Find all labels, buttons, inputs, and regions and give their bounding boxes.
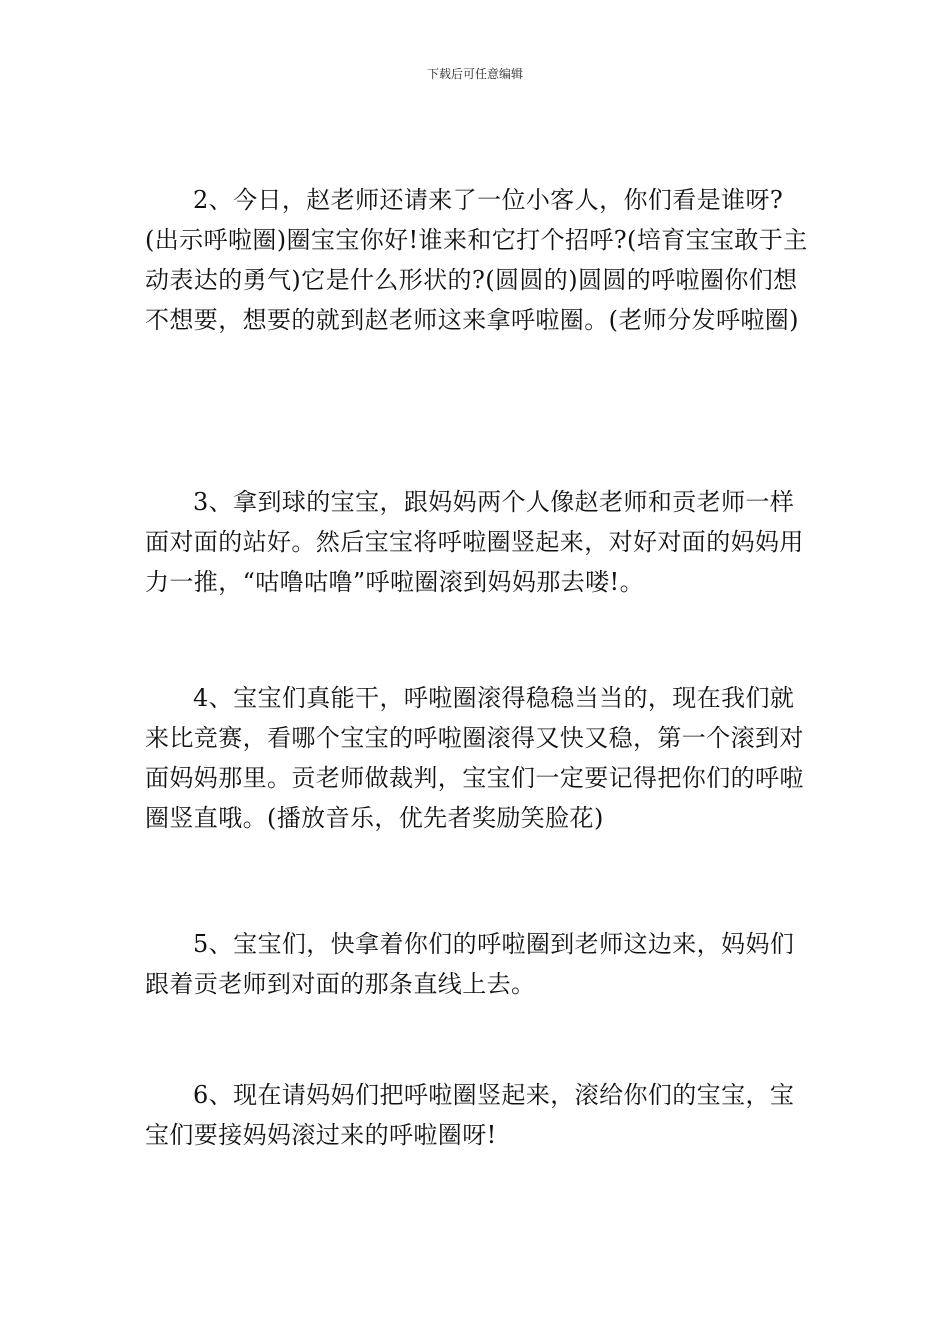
paragraph-step-6: 6、现在请妈妈们把呼啦圈竖起来，滚给你们的宝宝，宝宝们要接妈妈滚过来的呼啦圈呀! [145,1081,795,1149]
page-header: 下载后可任意编辑 [426,67,523,81]
paragraph-step-5: 5、宝宝们，快拿着你们的呼啦圈到老师这边来，妈妈们跟着贡老师到对面的那条直线上去。 [145,930,795,998]
paragraph-step-2: 2、今日，赵老师还请来了一位小客人，你们看是谁呀?(出示呼啦圈)圈宝宝你好!谁来和它打个招呼?(培育宝宝敢于主动表达的勇气)它是什么形状的?(圆圆的)圆圆的呼啦圈你们想不想要，想要的就到赵老师这来拿呼啦圈。(老师分发呼啦圈) [145,186,808,334]
paragraph-step-3: 3、拿到球的宝宝，跟妈妈两个人像赵老师和贡老师一样面对面的站好。然后宝宝将呼啦圈竖起来，对好对面的妈妈用力一推，“咕噜咕噜”呼啦圈滚到妈妈那去喽!。 [145,488,804,596]
paragraph-step-4: 4、宝宝们真能干，呼啦圈滚得稳稳当当的，现在我们就来比竞赛，看哪个宝宝的呼啦圈滚得又快又稳，第一个滚到对面妈妈那里。贡老师做裁判，宝宝们一定要记得把你们的呼啦圈竖直哦。(播放音乐，优先者奖励笑脸花) [145,684,804,832]
